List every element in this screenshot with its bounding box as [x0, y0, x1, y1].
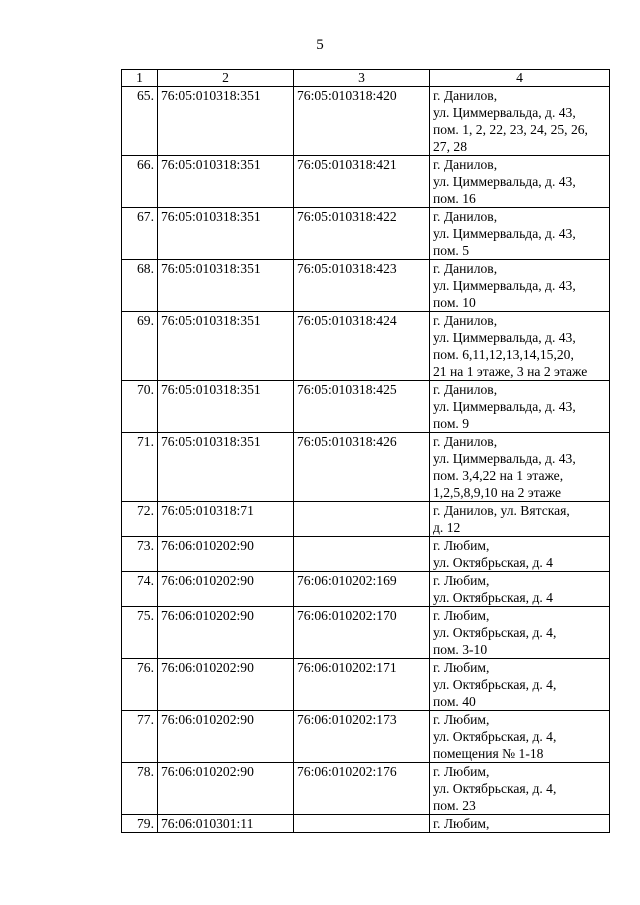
- address-line: пом. 9: [433, 416, 470, 431]
- cadastral-number-cell: 76:05:010318:351: [158, 381, 294, 433]
- row-number-cell: 75.: [122, 607, 158, 659]
- object-number-cell: 76:05:010318:426: [294, 433, 430, 502]
- table-row: [122, 260, 610, 312]
- object-number-cell: 76:05:010318:422: [294, 208, 430, 260]
- address-cell: [430, 381, 610, 433]
- address-line: г. Любим,: [433, 764, 490, 779]
- address-line: пом. 3,4,22 на 1 этаже,: [433, 468, 564, 483]
- address-line: ул. Октябрьская, д. 4: [433, 555, 553, 570]
- table-row: [122, 607, 610, 659]
- address-line: ул. Циммервальда, д. 43,: [433, 451, 576, 466]
- address-line: ул. Циммервальда, д. 43,: [433, 226, 576, 241]
- object-number-cell: 76:06:010202:173: [294, 711, 430, 763]
- cadastral-number-cell: 76:05:010318:351: [158, 260, 294, 312]
- address-line: ул. Октябрьская, д. 4,: [433, 677, 557, 692]
- address-line: 21 на 1 этаже, 3 на 2 этаже: [433, 364, 588, 379]
- address-line: пом. 6,11,12,13,14,15,20,: [433, 347, 574, 362]
- table-row: [122, 711, 610, 763]
- object-number-cell: 76:05:010318:423: [294, 260, 430, 312]
- header-cell-4: 4: [430, 70, 610, 87]
- row-number-cell: 67.: [122, 208, 158, 260]
- object-number-cell: 76:05:010318:425: [294, 381, 430, 433]
- table-row: [122, 815, 610, 833]
- cadastral-number-cell: 76:06:010202:90: [158, 537, 294, 572]
- table-row: [122, 381, 610, 433]
- object-number-cell: [294, 815, 430, 833]
- table-row: [122, 433, 610, 502]
- row-number-cell: 77.: [122, 711, 158, 763]
- address-line: 1,2,5,8,9,10 на 2 этаже: [433, 485, 562, 500]
- address-line: ул. Октябрьская, д. 4,: [433, 625, 557, 640]
- address-line: пом. 5: [433, 243, 470, 258]
- address-line: ул. Циммервальда, д. 43,: [433, 278, 576, 293]
- address-line: пом. 23: [433, 798, 476, 813]
- address-line: ул. Циммервальда, д. 43,: [433, 330, 576, 345]
- address-cell: [430, 607, 610, 659]
- table-row: [122, 659, 610, 711]
- address-line: ул. Октябрьская, д. 4,: [433, 729, 557, 744]
- cadastral-number-cell: 76:06:010202:90: [158, 711, 294, 763]
- cadastral-number-cell: 76:06:010202:90: [158, 607, 294, 659]
- object-number-cell: 76:06:010202:170: [294, 607, 430, 659]
- row-number-cell: 71.: [122, 433, 158, 502]
- table-row: [122, 763, 610, 815]
- table-row: [122, 156, 610, 208]
- address-line: г. Данилов,: [433, 434, 498, 449]
- table-row: [122, 312, 610, 381]
- address-line: пом. 1, 2, 22, 23, 24, 25, 26,: [433, 122, 588, 137]
- address-line: ул. Октябрьская, д. 4: [433, 590, 553, 605]
- address-line: г. Любим,: [433, 660, 490, 675]
- row-number-cell: 78.: [122, 763, 158, 815]
- row-number-cell: 70.: [122, 381, 158, 433]
- address-cell: [430, 87, 610, 156]
- address-cell: [430, 659, 610, 711]
- cadastral-number-cell: 76:05:010318:351: [158, 87, 294, 156]
- cadastral-number-cell: 76:05:010318:351: [158, 312, 294, 381]
- page-number: 5: [316, 37, 324, 53]
- address-cell: [430, 433, 610, 502]
- address-line: ул. Циммервальда, д. 43,: [433, 399, 576, 414]
- address-line: г. Данилов, ул. Вятская,: [433, 503, 570, 518]
- registry-table: [121, 69, 610, 833]
- row-number-cell: 69.: [122, 312, 158, 381]
- address-cell: [430, 537, 610, 572]
- address-line: ул. Циммервальда, д. 43,: [433, 105, 576, 120]
- cadastral-number-cell: 76:06:010202:90: [158, 572, 294, 607]
- address-cell: [430, 815, 610, 833]
- address-line: г. Данилов,: [433, 382, 498, 397]
- address-cell: [430, 260, 610, 312]
- address-cell: [430, 156, 610, 208]
- table-row: [122, 572, 610, 607]
- row-number-cell: 74.: [122, 572, 158, 607]
- address-cell: [430, 502, 610, 537]
- address-line: г. Любим,: [433, 816, 490, 831]
- address-line: пом. 10: [433, 295, 476, 310]
- address-cell: [430, 572, 610, 607]
- cadastral-number-cell: 76:05:010318:351: [158, 433, 294, 502]
- header-cell-1: 1: [122, 70, 158, 87]
- address-line: пом. 40: [433, 694, 476, 709]
- address-line: г. Данилов,: [433, 157, 498, 172]
- address-line: г. Любим,: [433, 573, 490, 588]
- object-number-cell: 76:06:010202:176: [294, 763, 430, 815]
- table-row: [122, 87, 610, 156]
- row-number-cell: 79.: [122, 815, 158, 833]
- header-cell-2: 2: [158, 70, 294, 87]
- cadastral-number-cell: 76:06:010301:11: [158, 815, 294, 833]
- object-number-cell: [294, 502, 430, 537]
- table-row: [122, 537, 610, 572]
- address-line: г. Любим,: [433, 608, 490, 623]
- row-number-cell: 65.: [122, 87, 158, 156]
- cadastral-number-cell: 76:06:010202:90: [158, 763, 294, 815]
- address-line: пом. 3-10: [433, 642, 488, 657]
- address-cell: [430, 312, 610, 381]
- address-cell: [430, 711, 610, 763]
- table-row: [122, 502, 610, 537]
- address-line: г. Данилов,: [433, 313, 498, 328]
- table-header: [122, 70, 610, 87]
- row-number-cell: 66.: [122, 156, 158, 208]
- row-number-cell: 72.: [122, 502, 158, 537]
- row-number-cell: 76.: [122, 659, 158, 711]
- address-cell: [430, 208, 610, 260]
- object-number-cell: 76:05:010318:421: [294, 156, 430, 208]
- cadastral-number-cell: 76:05:010318:351: [158, 208, 294, 260]
- header-cell-3: 3: [294, 70, 430, 87]
- object-number-cell: 76:05:010318:420: [294, 87, 430, 156]
- address-line: помещения № 1-18: [433, 746, 544, 761]
- cadastral-number-cell: 76:05:010318:71: [158, 502, 294, 537]
- row-number-cell: 73.: [122, 537, 158, 572]
- row-number-cell: 68.: [122, 260, 158, 312]
- table-body: [122, 87, 610, 833]
- header-row: [122, 70, 610, 87]
- address-line: ул. Циммервальда, д. 43,: [433, 174, 576, 189]
- address-line: г. Данилов,: [433, 88, 498, 103]
- address-cell: [430, 763, 610, 815]
- address-line: пом. 16: [433, 191, 476, 206]
- address-line: г. Данилов,: [433, 209, 498, 224]
- object-number-cell: 76:05:010318:424: [294, 312, 430, 381]
- object-number-cell: [294, 537, 430, 572]
- address-line: 27, 28: [433, 139, 467, 154]
- object-number-cell: 76:06:010202:169: [294, 572, 430, 607]
- address-line: ул. Октябрьская, д. 4,: [433, 781, 557, 796]
- table-row: [122, 208, 610, 260]
- address-line: г. Данилов,: [433, 261, 498, 276]
- cadastral-number-cell: 76:06:010202:90: [158, 659, 294, 711]
- address-line: г. Любим,: [433, 538, 490, 553]
- cadastral-number-cell: 76:05:010318:351: [158, 156, 294, 208]
- address-line: г. Любим,: [433, 712, 490, 727]
- object-number-cell: 76:06:010202:171: [294, 659, 430, 711]
- address-line: д. 12: [433, 520, 461, 535]
